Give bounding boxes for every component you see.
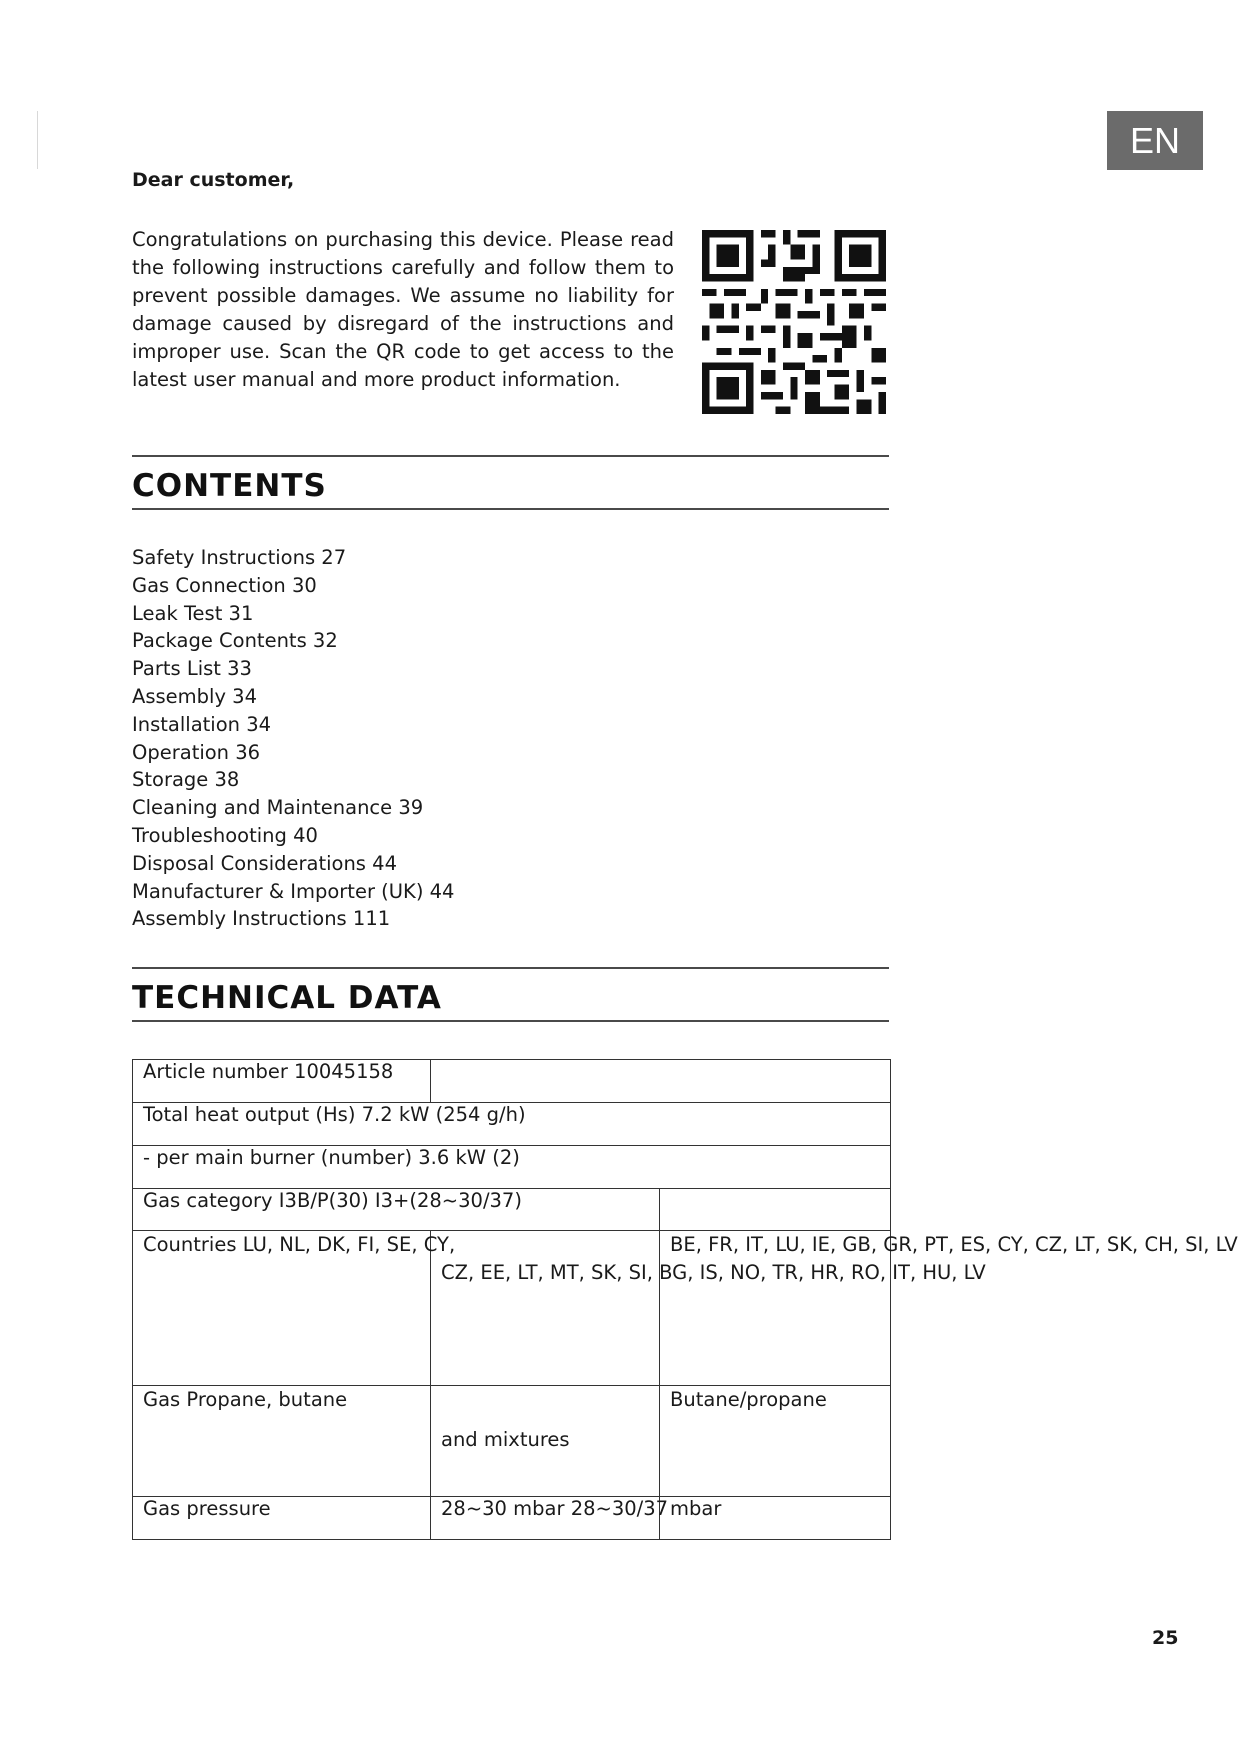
table-cell: Article number 10045158 (133, 1060, 431, 1103)
page-number: 25 (1152, 1627, 1179, 1649)
table-row (133, 1189, 891, 1231)
table-cell: 28~30 mbar 28~30/37 (431, 1497, 660, 1540)
table-cell (660, 1189, 891, 1231)
margin-rule (37, 111, 38, 169)
intro-text: Congratulations on purchasing this device. Please read the following instructions carefully and follow them to prevent possible damages. We assume no liability for damage caused by disregard of the instructions and improper use. Scan the QR code to get access to the latest user manual and more product information. (132, 228, 674, 391)
table-cell: BE, FR, IT, LU, IE, GB, GR, PT, ES, CY, CZ, LT, SK, CH, SI, LV (660, 1231, 891, 1386)
table-row (133, 1497, 891, 1540)
table-row (133, 1386, 891, 1497)
toc-item[interactable]: Parts List 33 (132, 657, 252, 681)
toc-item[interactable]: Assembly Instructions 111 (132, 907, 391, 931)
technical-data-table (132, 1059, 1238, 1540)
greeting: Dear customer, (132, 169, 295, 191)
toc-item[interactable]: Gas Connection 30 (132, 573, 317, 597)
contents-title: CONTENTS (132, 468, 327, 504)
toc-item[interactable]: Assembly 34 (132, 684, 257, 708)
table-cell: CZ, EE, LT, MT, SK, SI, BG, IS, NO, TR, HR, RO, IT, HU, LV (431, 1231, 660, 1386)
contents-list (132, 544, 454, 933)
section-rule-top (132, 967, 889, 969)
table-cell: Gas Propane, butane (133, 1386, 431, 1497)
table-cell: Total heat output (Hs) 7.2 kW (254 g/h) (133, 1103, 891, 1146)
toc-item[interactable]: Disposal Considerations 44 (132, 851, 397, 875)
technical-data-title: TECHNICAL DATA (132, 980, 442, 1016)
table-cell: mbar (660, 1497, 891, 1540)
table-row (133, 1146, 891, 1189)
section-rule-top (132, 455, 889, 457)
table-row (133, 1231, 891, 1386)
toc-item[interactable]: Storage 38 (132, 768, 240, 792)
table-cell: Gas category I3B/P(30) I3+(28~30/37) (133, 1189, 660, 1231)
qr-code[interactable] (702, 230, 886, 414)
toc-item[interactable]: Leak Test 31 (132, 601, 254, 625)
table-cell: Gas pressure (133, 1497, 431, 1540)
toc-item[interactable]: Manufacturer & Importer (UK) 44 (132, 879, 455, 903)
table-row (133, 1103, 891, 1146)
toc-item[interactable]: Operation 36 (132, 740, 261, 764)
toc-item[interactable]: Safety Instructions 27 (132, 546, 347, 569)
table-cell: Butane/propane (660, 1386, 891, 1497)
table-row (133, 1060, 891, 1103)
toc-item[interactable]: Cleaning and Maintenance 39 (132, 796, 424, 820)
table-cell (431, 1060, 891, 1103)
toc-item[interactable]: Troubleshooting 40 (132, 823, 318, 847)
table-cell: and mixtures (431, 1386, 660, 1497)
table-cell: - per main burner (number) 3.6 kW (2) (133, 1146, 891, 1189)
toc-item[interactable]: Installation 34 (132, 712, 272, 736)
toc-item[interactable]: Package Contents 32 (132, 629, 338, 653)
section-rule-bottom (132, 1020, 889, 1022)
language-badge: EN (1107, 111, 1203, 170)
section-rule-bottom (132, 508, 889, 510)
table-cell: Countries LU, NL, DK, FI, SE, CY, (133, 1231, 431, 1386)
